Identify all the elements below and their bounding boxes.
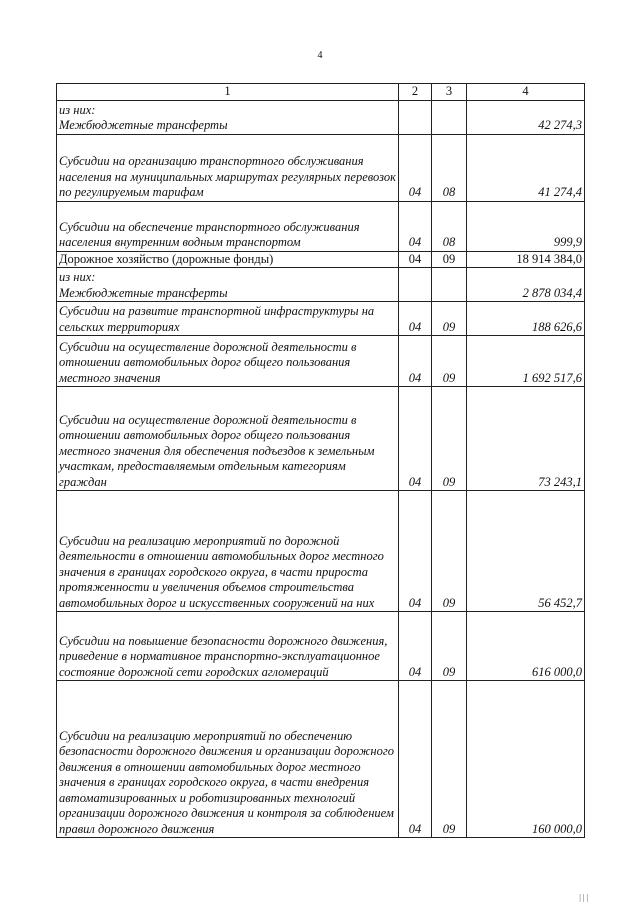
row-amount: 160 000,0	[467, 681, 585, 838]
table-row	[57, 134, 585, 201]
corner-mark: | | |	[579, 893, 588, 902]
row-amount: 1 692 517,6	[467, 336, 585, 387]
row-col-3	[432, 268, 467, 302]
row-name: Субсидии на повышение безопасности дорожного движения, приведение в нормативное транспортно-эксплуатационное состояние дорожной сети городских агломераций	[57, 612, 399, 681]
row-col-3: 08	[432, 201, 467, 251]
budget-table	[56, 83, 585, 838]
header-col-4: 4	[467, 84, 585, 101]
row-amount: 41 274,4	[467, 134, 585, 201]
row-name: Субсидии на организацию транспортного обслуживания населения на муниципальных маршрутах регулярных перевозок по регулируемым тарифам	[57, 134, 399, 201]
table-row	[57, 336, 585, 387]
row-col-3: 09	[432, 681, 467, 838]
row-amount: 999,9	[467, 201, 585, 251]
row-col-2	[399, 100, 432, 134]
row-col-3: 09	[432, 612, 467, 681]
table-row	[57, 612, 585, 681]
row-name: из них: Межбюджетные трансферты	[57, 100, 399, 134]
page-number: 4	[317, 50, 323, 61]
row-name: Субсидии на реализацию мероприятий по дорожной деятельности в отношении автомобильных дорог местного значения в границах городского округа, в части прироста протяженности и увеличения объемов строительства автомобильных дорог и искусственных сооружений на них	[57, 491, 399, 612]
row-amount: 2 878 034,4	[467, 268, 585, 302]
row-col-2: 04	[399, 681, 432, 838]
table-header-row	[57, 84, 585, 101]
row-name: Субсидии на обеспечение транспортного обслуживания населения внутренним водным транспортом	[57, 201, 399, 251]
table-row	[57, 387, 585, 491]
table-row	[57, 100, 585, 134]
row-col-2: 04	[399, 612, 432, 681]
row-col-3: 08	[432, 134, 467, 201]
table-row	[57, 681, 585, 838]
row-col-2: 04	[399, 134, 432, 201]
row-amount: 616 000,0	[467, 612, 585, 681]
row-col-2	[399, 268, 432, 302]
row-amount: 42 274,3	[467, 100, 585, 134]
header-col-3: 3	[432, 84, 467, 101]
row-col-2: 04	[399, 251, 432, 268]
row-amount: 73 243,1	[467, 387, 585, 491]
row-col-3: 09	[432, 387, 467, 491]
row-col-3: 09	[432, 302, 467, 336]
row-col-2: 04	[399, 387, 432, 491]
row-col-3: 09	[432, 251, 467, 268]
row-name: Субсидии на осуществление дорожной деятельности в отношении автомобильных дорог общего пользования местного значения	[57, 336, 399, 387]
row-amount: 188 626,6	[467, 302, 585, 336]
table-row	[57, 201, 585, 251]
row-col-3	[432, 100, 467, 134]
row-col-3: 09	[432, 336, 467, 387]
row-name: Дорожное хозяйство (дорожные фонды)	[57, 251, 399, 268]
row-name: Субсидии на осуществление дорожной деятельности в отношении автомобильных дорог общего пользования местного значения для обеспечения подъездов к земельным участкам, предоставляемым отдельным категориям граждан	[57, 387, 399, 491]
table-row	[57, 251, 585, 268]
row-col-2: 04	[399, 336, 432, 387]
row-name: Субсидии на реализацию мероприятий по обеспечению безопасности дорожного движения и организации дорожного движения в отношении автомобильных дорог местного значения в границах городского округа, в части внедрения автоматизированных и роботизированных технологий организации дорожного движения и контроля за соблюдением правил дорожного движения	[57, 681, 399, 838]
header-col-2: 2	[399, 84, 432, 101]
row-col-3: 09	[432, 491, 467, 612]
table-row	[57, 268, 585, 302]
row-col-2: 04	[399, 302, 432, 336]
row-name: из них: Межбюджетные трансферты	[57, 268, 399, 302]
row-name: Субсидии на развитие транспортной инфраструктуры на сельских территориях	[57, 302, 399, 336]
row-amount: 56 452,7	[467, 491, 585, 612]
table-row	[57, 302, 585, 336]
row-col-2: 04	[399, 201, 432, 251]
row-amount: 18 914 384,0	[467, 251, 585, 268]
header-col-1: 1	[57, 84, 399, 101]
row-col-2: 04	[399, 491, 432, 612]
table-row	[57, 491, 585, 612]
